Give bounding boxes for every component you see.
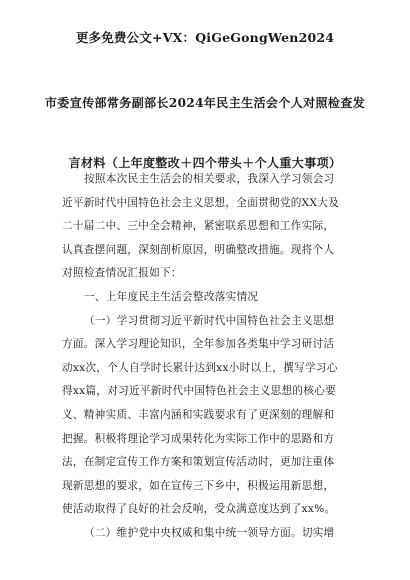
body-line: 认真查摆问题，深刻剖析原因，明确整改措施。现将个人 — [62, 243, 335, 256]
body-line: 把握。积极将理论学习成果转化为实际工作中的思路和方 — [62, 432, 335, 445]
body-line: 法，在制定宣传工作方案和策划宣传活动时，更加注重体 — [62, 456, 335, 469]
document-title-line-1: 市委宣传部常务副部长2024年民主生活会个人对照检查发 — [44, 96, 366, 110]
document-body — [62, 168, 367, 546]
subsection-heading: （一）学习贯彻习近平新时代中国特色社会主义思想 — [84, 314, 335, 327]
section-heading: 一、上年度民主生活会整改落实情况 — [84, 290, 259, 303]
body-line: 按照本次民主生活会的相关要求，我深入学习领会习 — [84, 173, 335, 185]
body-line: 方面。深入学习理论知识，全年参加各类集中学习研讨活 — [62, 338, 335, 351]
watermark-text: 更多免费公文+VX：QiGeGongWen2024 — [75, 30, 335, 45]
body-line: 得xx篇，对习近平新时代中国特色社会主义思想的核心要 — [62, 385, 336, 398]
body-line: 二十届二中、三中全会精神，紧密联系思想和工作实际， — [62, 220, 335, 233]
body-line: 现新思想的要求，如在宣传三下乡中，积极运用新思想， — [62, 479, 335, 492]
document-title-line-2: 言材料（上年度整改＋四个带头＋个人重大事项） — [68, 156, 342, 170]
subsection-heading: （二）维护党中央权威和集中统一领导方面。切实增 — [84, 526, 335, 539]
body-line: 近平新时代中国特色社会主义思想，全面贯彻党的XX大及 — [62, 196, 340, 209]
body-line: 动xx次，个人自学时长累计达到xx小时以上，撰写学习心 — [62, 361, 338, 374]
body-line: 义、精神实质、丰富内涵和实践要求有了更深刻的理解和 — [62, 408, 335, 421]
body-line: 对照检查情况汇报如下： — [62, 267, 182, 280]
body-line: 使活动取得了良好的社会反响，受众满意度达到了xx%。 — [62, 503, 336, 516]
